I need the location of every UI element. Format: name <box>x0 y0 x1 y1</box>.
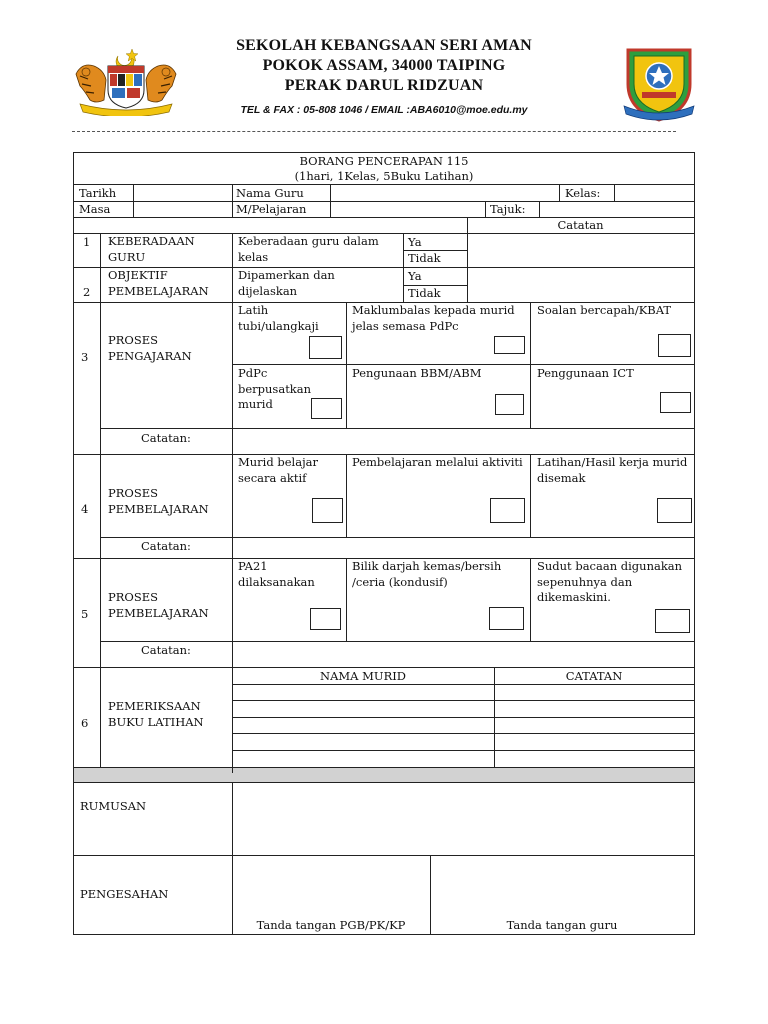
section-3-catatan-field[interactable] <box>233 429 693 453</box>
checkbox-soalan-kbat[interactable] <box>658 334 691 357</box>
checkbox-pembelajaran-aktiviti[interactable] <box>490 498 525 523</box>
item-pa21: PA21 dilaksanakan <box>238 559 315 589</box>
tajuk-label: Tajuk: <box>490 202 526 216</box>
checkbox-maklumbalas[interactable] <box>494 336 525 354</box>
section-4-catatan-label: Catatan: <box>141 539 191 553</box>
item-latih-tubi: Latih tubi/ulangkaji <box>238 303 319 333</box>
col-line <box>559 184 560 201</box>
form-border-left <box>73 152 74 934</box>
item-maklumbalas: Maklumbalas kepada murid jelas semasa PdPc <box>352 303 515 333</box>
col-line <box>485 201 486 217</box>
col-line <box>530 558 531 641</box>
school-name: SEKOLAH KEBANGSAAN SERI AMAN <box>236 37 532 54</box>
col-line <box>346 558 347 641</box>
catatan-header: Catatan <box>557 218 604 232</box>
section-6-number: 6 <box>81 716 89 730</box>
col-line <box>346 454 347 537</box>
mata-pelajaran-field[interactable] <box>331 202 484 216</box>
section-5-number: 5 <box>81 607 89 621</box>
student-row-input[interactable] <box>233 734 693 749</box>
school-crest-icon <box>620 42 698 124</box>
rumusan-label: RUMUSAN <box>80 799 147 813</box>
student-row-input[interactable] <box>233 701 693 716</box>
col-line <box>403 233 404 302</box>
section-6-title: PEMERIKSAAN BUKU LATIHAN <box>108 699 204 729</box>
item-sudut-bacaan: Sudut bacaan digunakan sepenuhnya dan dikemaskini. <box>537 559 683 604</box>
col-line <box>346 302 347 428</box>
school-state: PERAK DARUL RIDZUAN <box>284 77 484 94</box>
student-row-input[interactable] <box>233 685 693 699</box>
nama-guru-label: Nama Guru <box>236 186 304 200</box>
checkbox-latihan-disemak[interactable] <box>657 498 692 523</box>
section-5-catatan-field[interactable] <box>233 642 693 666</box>
section-1-yes-option[interactable]: Ya <box>408 235 422 249</box>
checkbox-pengunaan-bbm[interactable] <box>495 394 524 415</box>
section-4-number: 4 <box>81 502 89 516</box>
section-2-item: Dipamerkan dan dijelaskan <box>238 268 335 298</box>
section-2-yes-option[interactable]: Ya <box>408 269 422 283</box>
checkbox-bilik-darjah[interactable] <box>489 607 524 630</box>
section-4-title: PROSES PEMBELAJARAN <box>108 486 209 516</box>
masa-label: Masa <box>79 202 111 216</box>
form-border-bottom <box>73 934 695 935</box>
kelas-field[interactable] <box>615 185 693 200</box>
section-4-catatan-field[interactable] <box>233 538 693 557</box>
section-2-catatan-field[interactable] <box>468 268 693 301</box>
checkbox-penggunaan-ict[interactable] <box>660 392 691 413</box>
nama-murid-header: NAMA MURID <box>320 669 406 683</box>
form-border-right <box>694 152 695 934</box>
form-border-top <box>73 152 695 153</box>
col-line <box>232 184 233 217</box>
section-2-no-option[interactable]: Tidak <box>408 286 441 300</box>
section-5-title: PROSES PEMBELAJARAN <box>108 590 209 620</box>
tarikh-label: Tarikh <box>79 186 117 200</box>
checkbox-latih-tubi[interactable] <box>309 336 342 359</box>
form-subtitle: (1hari, 1Kelas, 5Buku Latihan) <box>294 169 474 183</box>
separator-band <box>73 767 694 782</box>
item-pengunaan-bbm: Pengunaan BBM/ABM <box>352 366 482 380</box>
row-line <box>73 667 695 668</box>
pengesahan-label: PENGESAHAN <box>80 887 169 901</box>
rumusan-field[interactable] <box>233 783 693 854</box>
item-latihan-disemak: Latihan/Hasil kerja murid disemak <box>537 455 688 485</box>
signature-admin-label: Tanda tangan PGB/PK/KP <box>256 918 406 932</box>
student-row-input[interactable] <box>233 751 693 766</box>
masa-field[interactable] <box>134 202 231 216</box>
tajuk-field[interactable] <box>540 202 693 216</box>
section-2-number: 2 <box>83 285 91 299</box>
col-line <box>530 454 531 537</box>
contact-line: TEL & FAX : 05-808 1046 / EMAIL :ABA6010@moe.edu.my <box>240 104 528 116</box>
row-line <box>232 364 695 365</box>
checkbox-pa21[interactable] <box>310 608 341 630</box>
student-row-input[interactable] <box>233 718 693 732</box>
mata-pelajaran-label: M/Pelajaran <box>236 202 307 216</box>
section-3-catatan-label: Catatan: <box>141 431 191 445</box>
checkbox-pdpc-berpusatkan[interactable] <box>311 398 342 419</box>
tarikh-field[interactable] <box>134 185 231 200</box>
item-pembelajaran-aktiviti: Pembelajaran melalui aktiviti <box>352 455 523 469</box>
nama-guru-field[interactable] <box>331 185 558 200</box>
col-line <box>530 302 531 428</box>
section-5-catatan-label: Catatan: <box>141 643 191 657</box>
section-1-number: 1 <box>83 235 91 249</box>
form-title: BORANG PENCERAPAN 115 <box>299 154 469 168</box>
school-address: POKOK ASSAM, 34000 TAIPING <box>262 57 506 74</box>
col-line <box>232 233 233 428</box>
section-1-no-option[interactable]: Tidak <box>408 251 441 265</box>
item-penggunaan-ict: Penggunaan ICT <box>537 366 634 380</box>
checkbox-murid-belajar-aktif[interactable] <box>312 498 343 523</box>
col-line <box>100 233 101 767</box>
checkbox-sudut-bacaan[interactable] <box>655 609 690 633</box>
item-soalan-kbat: Soalan bercapah/KBAT <box>537 303 672 317</box>
section-2-title: OBJEKTIF PEMBELAJARAN <box>108 268 209 298</box>
section-3-number: 3 <box>81 350 89 364</box>
section-3-title: PROSES PENGAJARAN <box>108 333 192 363</box>
section-1-title: KEBERADAAN GURU <box>108 234 195 264</box>
catatan-column-header: CATATAN <box>565 669 623 683</box>
item-pdpc-berpusatkan: PdPc berpusatkan murid <box>238 366 312 411</box>
header-divider <box>72 131 676 132</box>
signature-teacher-label: Tanda tangan guru <box>506 918 618 932</box>
section-1-item: Keberadaan guru dalam kelas <box>238 234 379 264</box>
section-1-catatan-field[interactable] <box>468 234 693 266</box>
item-bilik-darjah: Bilik darjah kemas/bersih /ceria (kondusif) <box>352 559 502 589</box>
item-murid-belajar-aktif: Murid belajar secara aktif <box>238 455 318 485</box>
kelas-label: Kelas: <box>565 186 601 200</box>
row-line <box>73 767 695 768</box>
